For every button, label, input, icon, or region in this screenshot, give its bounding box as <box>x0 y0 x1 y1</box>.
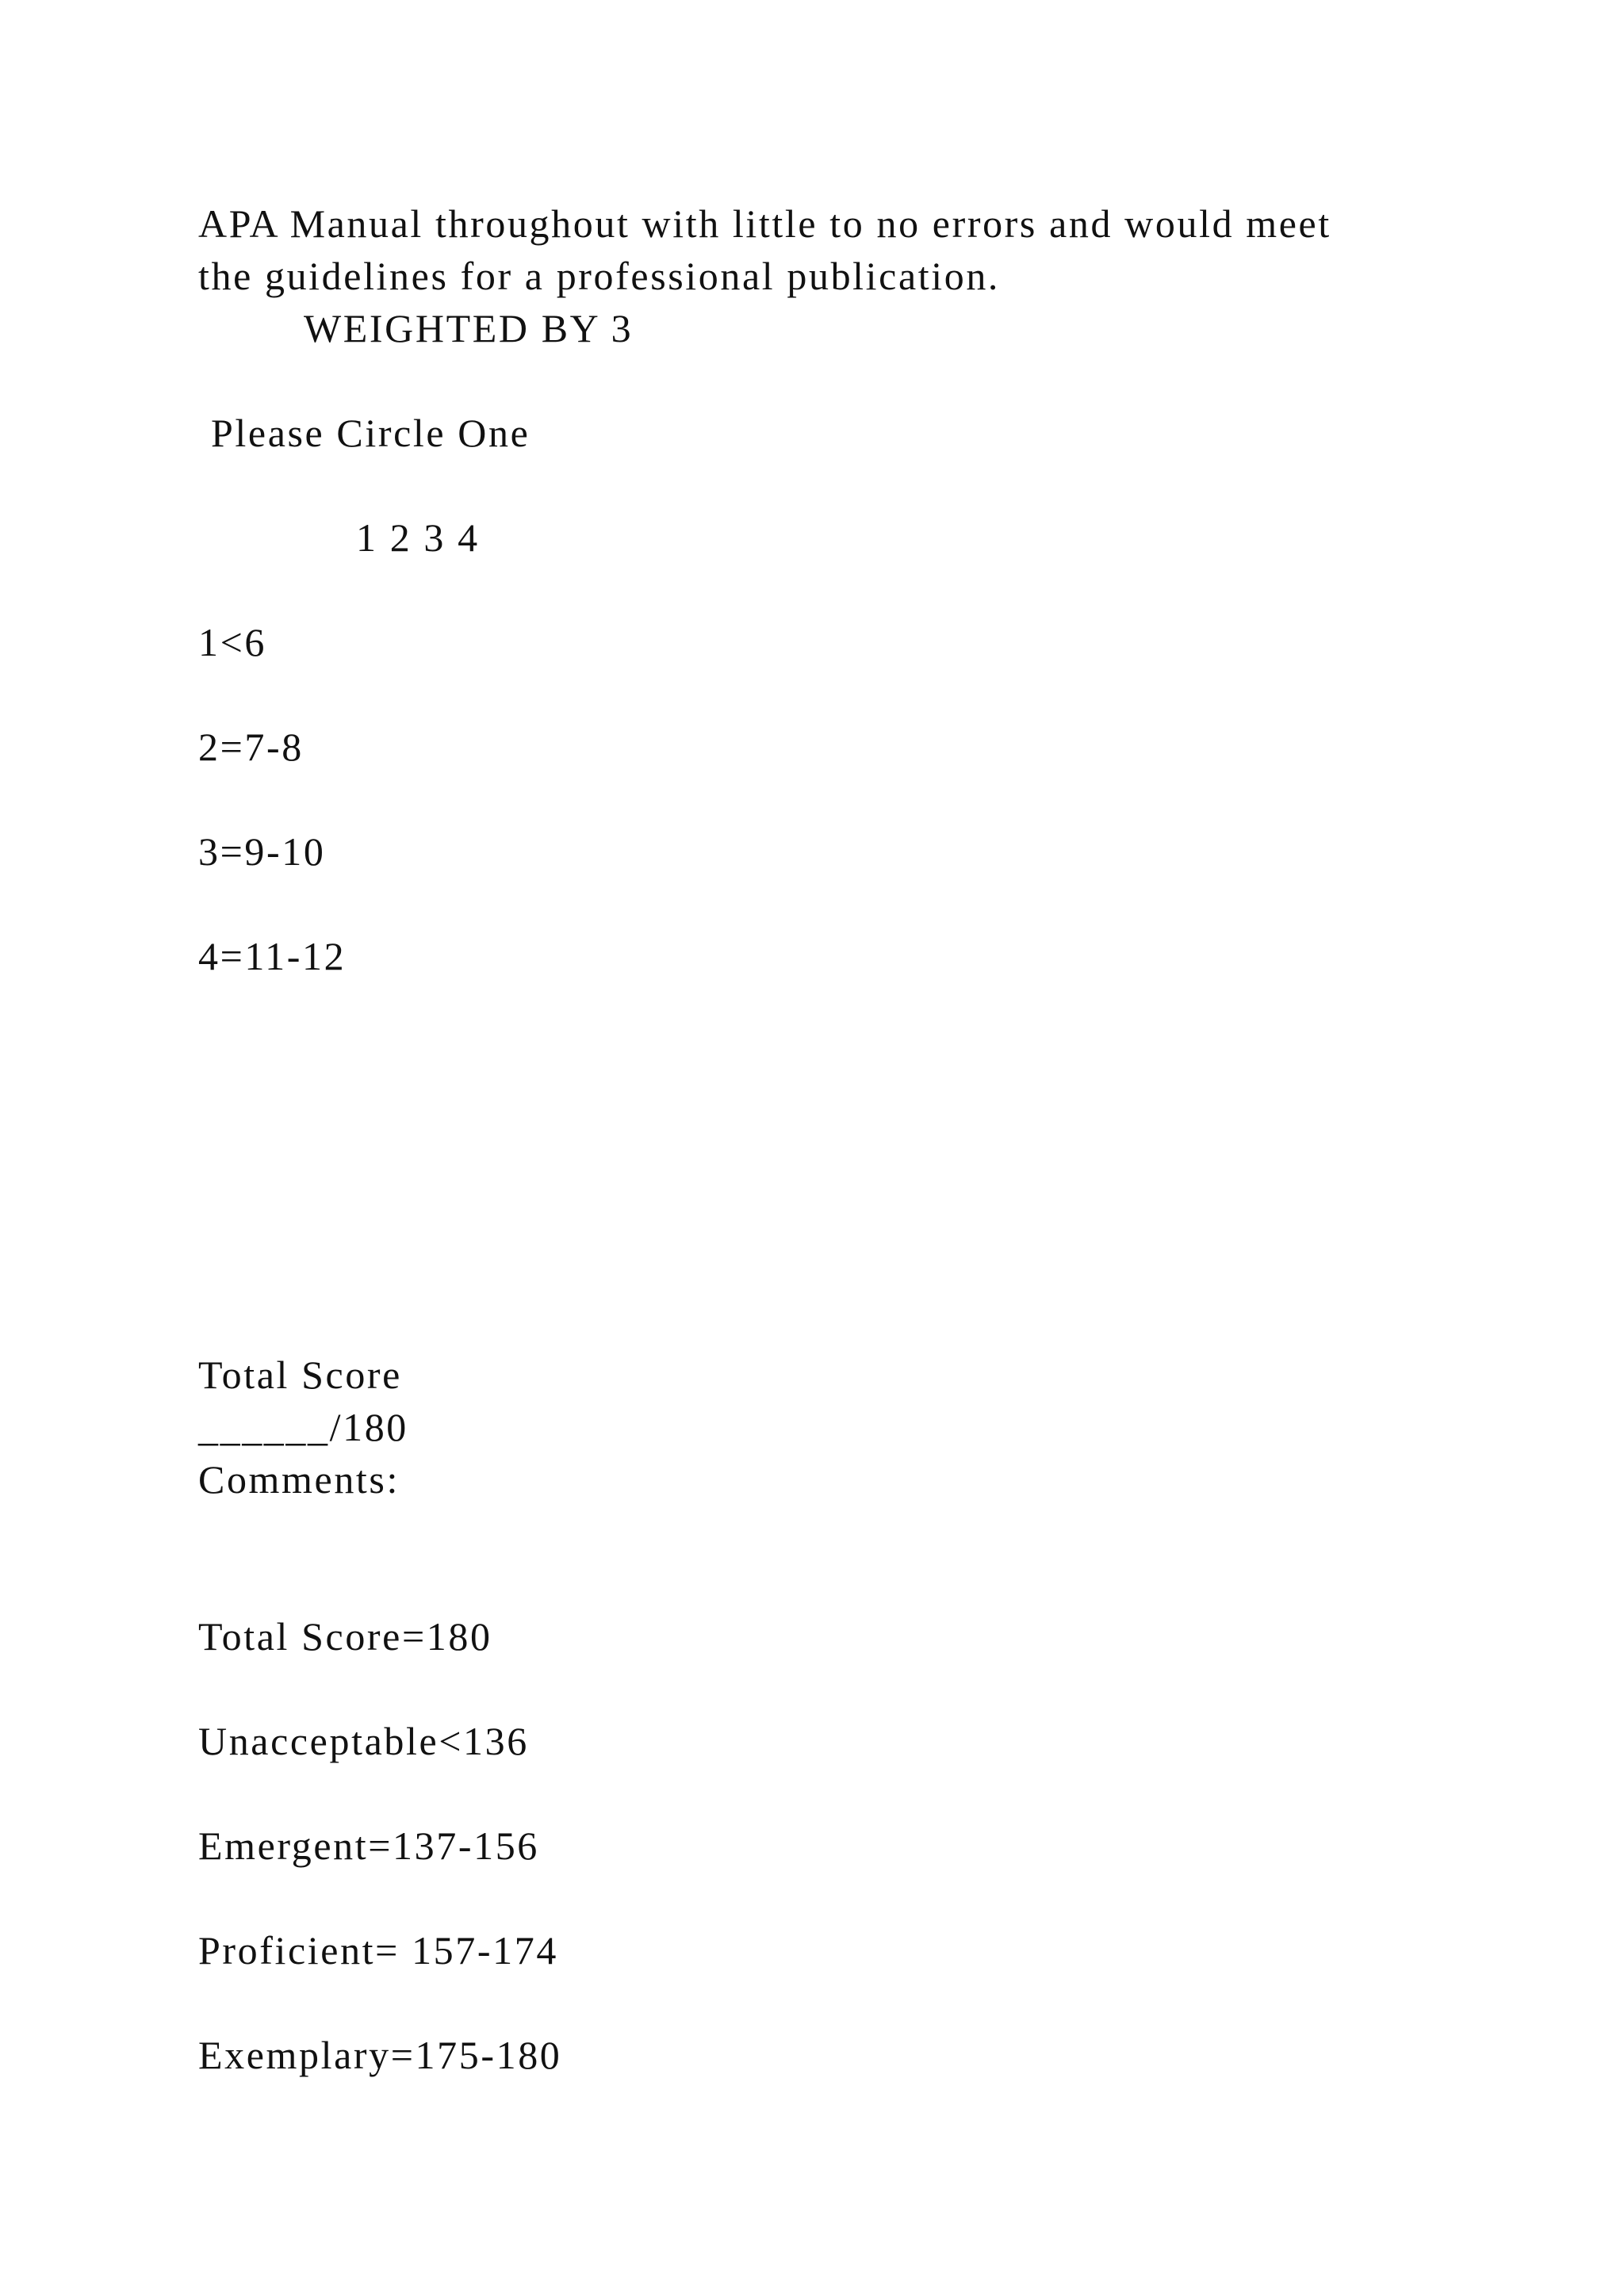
score-options: 1 2 3 4 <box>356 515 480 560</box>
summary-exemplary: Exemplary=175-180 <box>198 2033 562 2077</box>
total-score-blank: ______/180 <box>198 1405 408 1449</box>
summary-proficient: Proficient= 157-174 <box>198 1928 558 1973</box>
summary-unacceptable: Unacceptable<136 <box>198 1719 529 1763</box>
intro-text-line-1: APA Manual throughout with little to no errors and would meet <box>198 201 1331 246</box>
comments-label: Comments: <box>198 1457 400 1502</box>
scale-item-2: 2=7-8 <box>198 725 304 769</box>
scale-item-1: 1<6 <box>198 620 266 664</box>
summary-total: Total Score=180 <box>198 1614 492 1659</box>
scale-item-4: 4=11-12 <box>198 934 347 978</box>
weighting-note: WEIGHTED BY 3 <box>304 306 634 350</box>
summary-emergent: Emergent=137-156 <box>198 1823 539 1868</box>
intro-text-line-2: the guidelines for a professional publication. <box>198 254 1001 298</box>
scale-item-3: 3=9-10 <box>198 829 326 874</box>
total-score-label: Total Score <box>198 1353 402 1397</box>
circle-prompt: Please Circle One <box>211 411 530 455</box>
